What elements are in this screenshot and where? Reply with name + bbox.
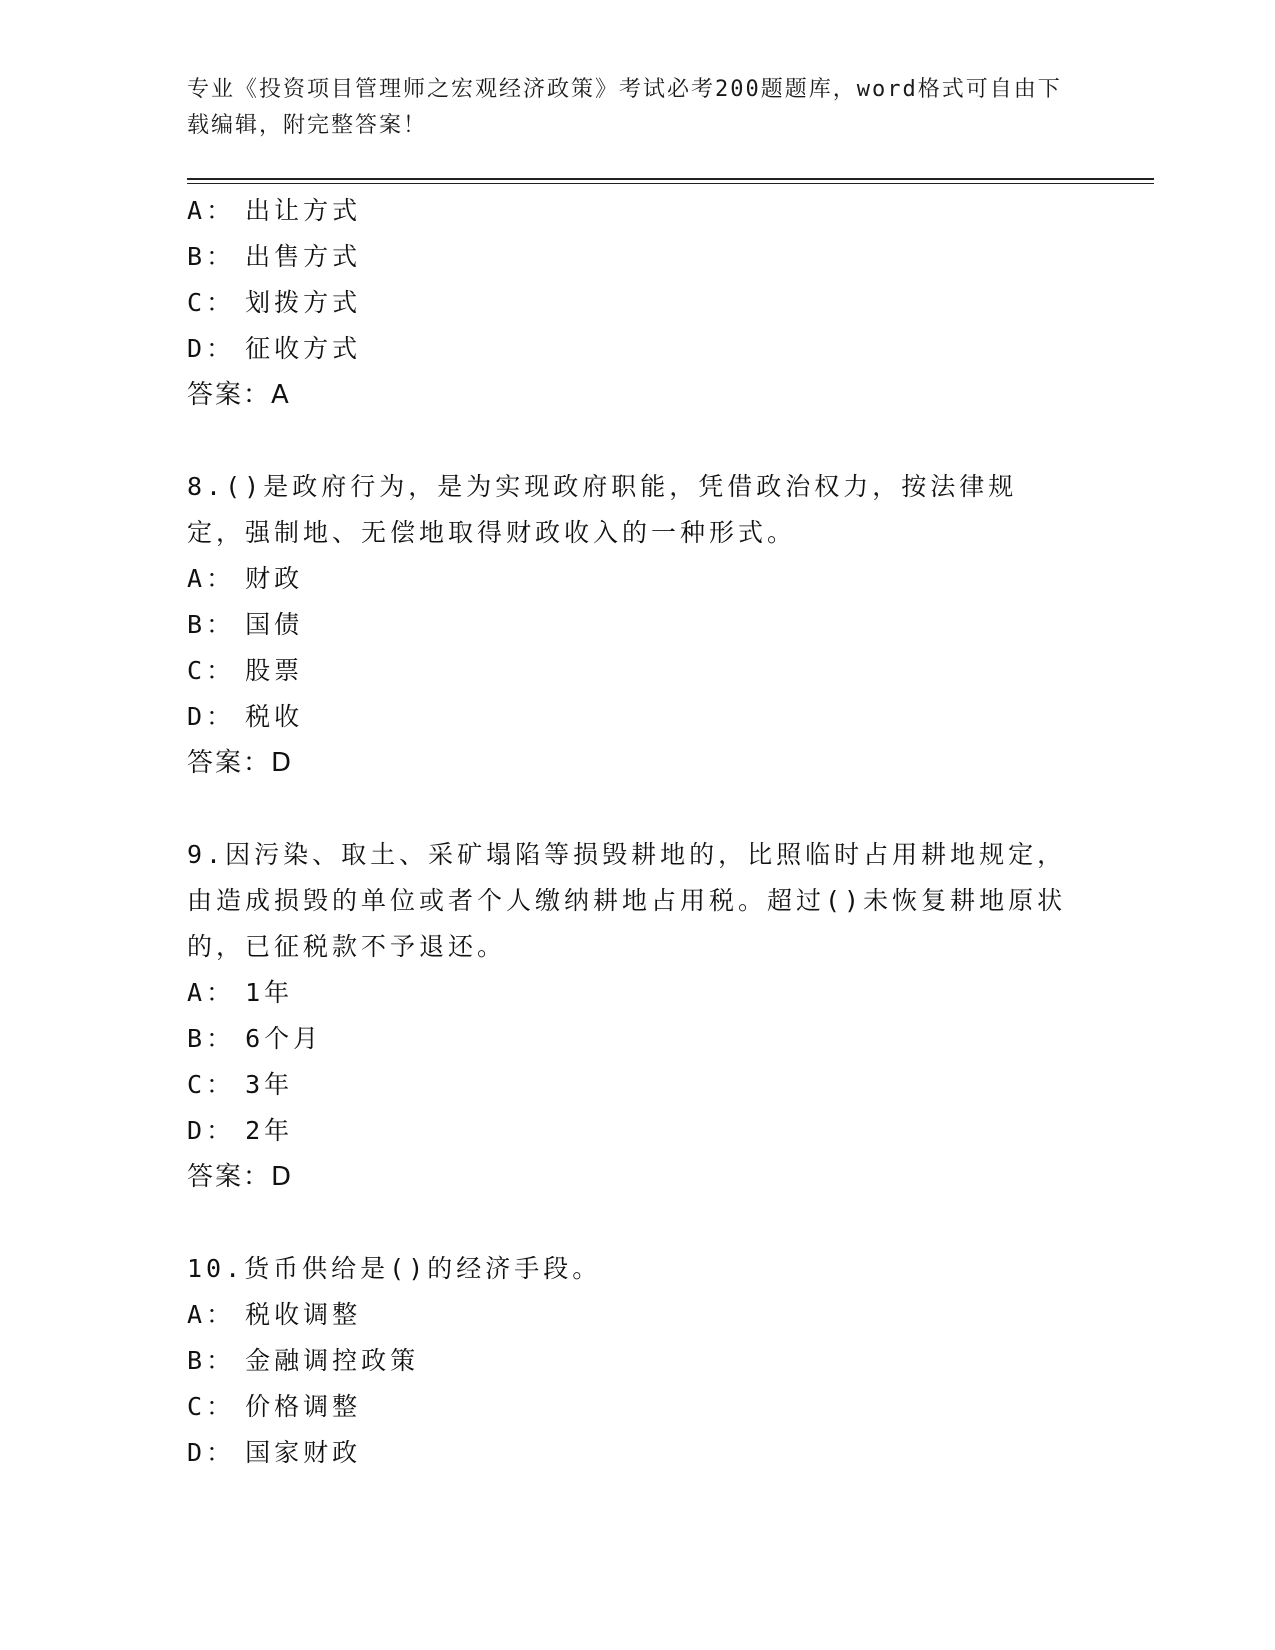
- document-header: 专业《投资项目管理师之宏观经济政策》考试必考200题题库，word格式可自由下载编辑，附完整答案！: [187, 77, 1062, 138]
- option-7-d: D： 征收方式: [187, 334, 362, 363]
- option-7-b: B： 出售方式: [187, 242, 362, 271]
- option-7-c: C： 划拨方式: [187, 288, 362, 317]
- header-divider-thin: [187, 183, 1154, 184]
- option-10-b: B： 金融调控政策: [187, 1346, 420, 1375]
- spacer: [187, 1200, 1067, 1246]
- header-divider-thick: [187, 178, 1154, 180]
- option-9-b: B： 6个月: [187, 1024, 323, 1053]
- option-8-a: A： 财政: [187, 564, 304, 593]
- question-9-text: 9.因污染、取土、采矿塌陷等损毁耕地的，比照临时占用耕地规定，由造成损毁的单位或者个人缴纳耕地占用税。超过()未恢复耕地原状的，已征税款不予退还。: [187, 840, 1067, 961]
- answer-7: 答案：A: [187, 380, 291, 410]
- option-8-c: C： 股票: [187, 656, 304, 685]
- option-8-d: D： 税收: [187, 702, 304, 731]
- option-7-a: A： 出让方式: [187, 196, 362, 225]
- question-8-text: 8.()是政府行为，是为实现政府职能，凭借政治权力，按法律规定，强制地、无偿地取得财政收入的一种形式。: [187, 472, 1018, 547]
- question-8: [187, 464, 1067, 786]
- answer-9: 答案：D: [187, 1162, 294, 1192]
- question-10-text: 10.货币供给是()的经济手段。: [187, 1254, 602, 1283]
- question-9: [187, 832, 1067, 1200]
- spacer: [187, 418, 1067, 464]
- option-8-b: B： 国债: [187, 610, 304, 639]
- question-content: [187, 188, 1067, 1476]
- option-9-d: D： 2年: [187, 1116, 294, 1145]
- question-7: [187, 188, 1067, 418]
- spacer: [187, 786, 1067, 832]
- option-10-d: D： 国家财政: [187, 1438, 362, 1467]
- option-9-c: C： 3年: [187, 1070, 294, 1099]
- option-10-a: A： 税收调整: [187, 1300, 362, 1329]
- question-10: [187, 1246, 1067, 1476]
- option-10-c: C： 价格调整: [187, 1392, 362, 1421]
- option-9-a: A： 1年: [187, 978, 294, 1007]
- answer-8: 答案：D: [187, 748, 294, 778]
